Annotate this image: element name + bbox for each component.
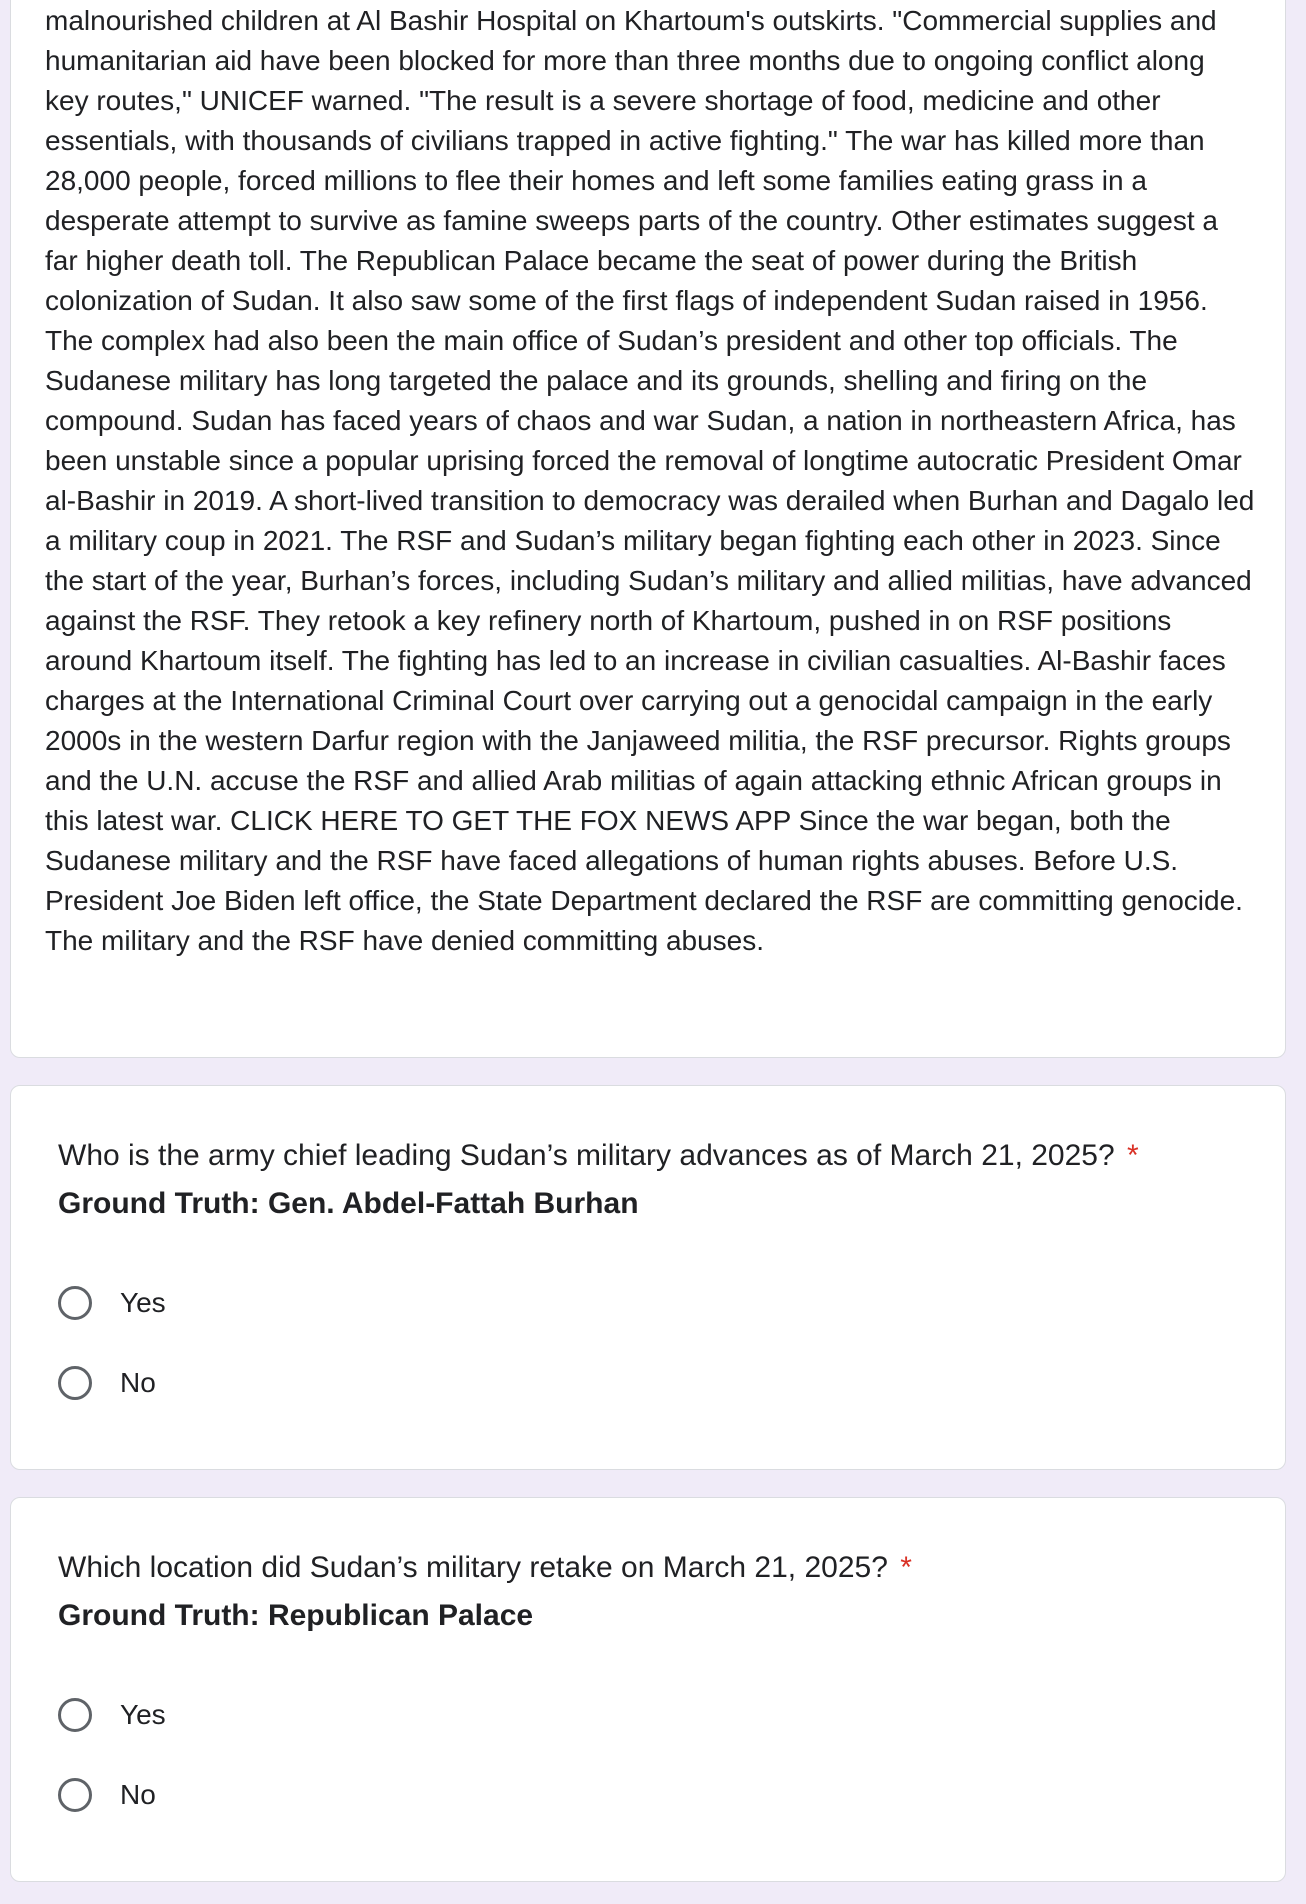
radio-button[interactable] [58,1778,92,1812]
ground-truth-label: Ground Truth: Gen. Abdel-Fattah Burhan [58,1187,639,1220]
radio-option-label: Yes [120,1699,166,1730]
question-text: Which location did Sudan’s military retake on March 21, 2025? [58,1551,888,1584]
question-title [58,1548,1238,1588]
article-text: malnourished children at Al Bashir Hospital on Khartoum's outskirts. "Commercial supplies and humanitarian aid have been blocked for more than three months due to ongoing conflict along key routes," UNICEF warned. "The result is a severe shortage of food, medicine and other essentials, with thousands of civilians trapped in active fighting." The war has killed more than 28,000 people, forced millions to flee their homes and left some families eating grass in a desperate attempt to survive as famine sweeps parts of the country. Other estimates suggest a far higher death toll. The Republican Palace became the seat of power during the British colonization of Sudan. It also saw some of the first flags of independent Sudan raised in 1956. The complex had also been the main office of Sudan’s president and other top officials. The Sudanese military has long targeted the palace and its grounds, shelling and firing on the compound. Sudan has faced years of chaos and war Sudan, a nation in northeastern Africa, has been unstable since a popular uprising forced the removal of longtime autocratic President Omar al-Bashir in 2019. A short-lived transition to democracy was derailed when Burhan and Dagalo led a military coup in 2021. The RSF and Sudan’s military began fighting each other in 2023. Since the start of the year, Burhan’s forces, including Sudan’s military and allied militias, have advanced against the RSF. They retook a key refinery north of Khartoum, pushed in on RSF positions around Khartoum itself. The fighting has led to an increase in civilian casualties. Al-Bashir faces charges at the International Criminal Court over carrying out a genocidal campaign in the early 2000s in the western Darfur region with the Janjaweed militia, the RSF precursor. Rights groups and the U.N. accuse the RSF and allied Arab militias of again attacking ethnic African groups in this latest war. CLICK HERE TO GET THE FOX NEWS APP Since the war began, both the Sudanese military and the RSF have faced allegations of human rights abuses. Before U.S. President Joe Biden left office, the State Department declared the RSF are committing genocide. The military and the RSF have denied committing abuses. [45,5,1255,956]
radio-option-yes[interactable] [58,1281,166,1325]
question-text: Who is the army chief leading Sudan’s military advances as of March 21, 2025? [58,1139,1115,1172]
radio-option-label: No [120,1779,156,1810]
radio-option-label: No [120,1367,156,1398]
question-card-2 [10,1497,1286,1882]
ground-truth-label: Ground Truth: Republican Palace [58,1599,534,1632]
radio-option-no[interactable] [58,1773,156,1817]
radio-button[interactable] [58,1366,92,1400]
article-card [10,0,1286,1058]
required-asterisk: * [1127,1139,1139,1172]
radio-option-yes[interactable] [58,1693,166,1737]
question-title [58,1136,1238,1176]
radio-button[interactable] [58,1698,92,1732]
radio-option-label: Yes [120,1287,166,1318]
radio-button[interactable] [58,1286,92,1320]
question-card-1 [10,1085,1286,1470]
radio-option-no[interactable] [58,1361,156,1405]
required-asterisk: * [900,1551,912,1584]
